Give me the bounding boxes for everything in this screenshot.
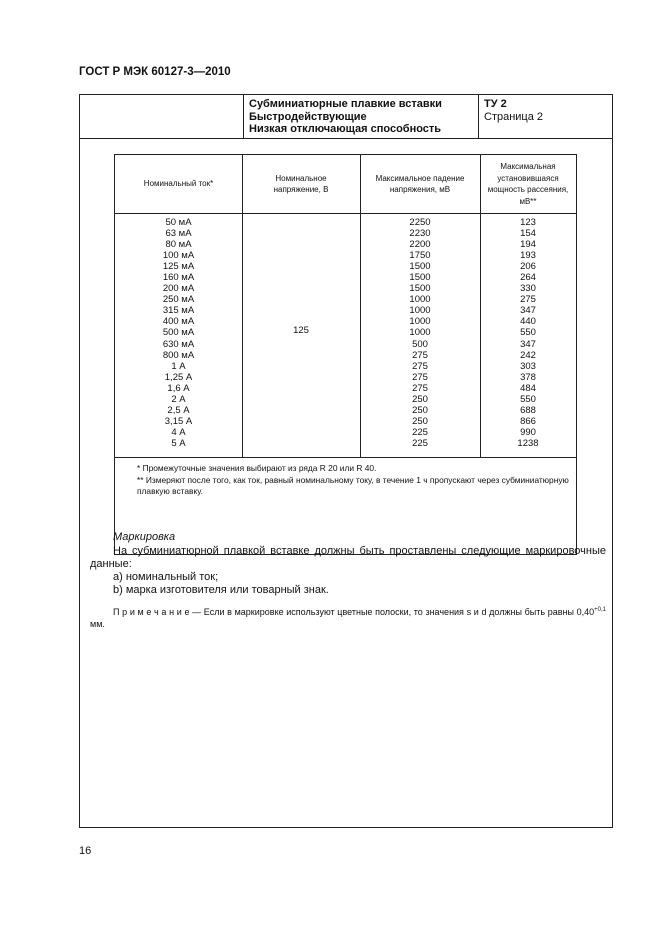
- marking-item: b) марка изготовителя или товарный знак.: [113, 584, 329, 596]
- table-cell-drop: 1500: [409, 272, 431, 284]
- table-header: [115, 155, 576, 214]
- table-cell-power: 550: [520, 327, 536, 339]
- marking-heading: Маркировка: [113, 531, 176, 543]
- table-cell-drop: 250: [412, 404, 428, 416]
- voltage-value: 125: [293, 325, 309, 336]
- table-cell-power: 264: [520, 272, 536, 284]
- note-tolerance: +0,1: [594, 607, 606, 613]
- table-cell-power: 866: [520, 415, 536, 427]
- table-cell-current: 800 мА: [162, 349, 195, 361]
- table-cell-current: 200 мА: [162, 283, 195, 295]
- table-cell-drop: 225: [412, 437, 428, 449]
- note-unit: мм.: [90, 619, 105, 629]
- title-line: Быстродействующие: [249, 110, 367, 123]
- table-cell-drop: 1500: [409, 283, 431, 295]
- table-cell-power: 194: [520, 239, 536, 251]
- table-cell-drop: 275: [412, 349, 428, 361]
- column-header-power: Максимальная установившаяся мощность рассеяния, мВ**: [487, 162, 569, 206]
- table-cell-current: 125 мА: [162, 261, 195, 273]
- column-header-voltage: Номинальное напряжение, В: [273, 173, 329, 194]
- table-cell-power: 440: [520, 316, 536, 328]
- table-cell-drop: 275: [412, 360, 428, 372]
- table-cell-current: 1,25 А: [164, 371, 193, 383]
- table-note: * Промежуточные значения выбирают из ряда R 20 или R 40.: [137, 463, 377, 473]
- table-cell-drop: 2230: [409, 228, 431, 240]
- drop-column: [360, 217, 480, 449]
- table-cell-power: 378: [520, 371, 536, 383]
- table-cell-power: 347: [520, 305, 536, 317]
- table-cell-drop: 275: [412, 371, 428, 383]
- table-cell-power: 688: [520, 404, 536, 416]
- table-cell-current: 400 мА: [162, 316, 195, 328]
- table-cell-drop: 1000: [409, 327, 431, 339]
- table-cell-power: 484: [520, 382, 536, 394]
- table-cell-power: 303: [520, 360, 536, 372]
- table-cell-drop: 1000: [409, 294, 431, 306]
- power-column: [480, 217, 576, 449]
- note-text: П р и м е ч а н и е — Если в маркировке используют цветные полоски, то значения s и d должны быть равны 0,40: [113, 607, 595, 617]
- table-cell-current: 160 мА: [162, 272, 195, 284]
- table-cell-power: 206: [520, 261, 536, 273]
- sheet-info: [484, 98, 543, 123]
- table-cell-drop: 275: [412, 382, 428, 394]
- document-code: ГОСТ Р МЭК 60127-3—2010: [79, 66, 231, 78]
- table-cell-drop: 250: [412, 393, 428, 405]
- table-cell-current: 1,6 А: [167, 382, 190, 394]
- marking-note: [90, 604, 606, 630]
- table-cell-current: 63 мА: [165, 228, 192, 240]
- divider: [115, 457, 576, 458]
- table-cell-power: 330: [520, 283, 536, 295]
- table-cell-current: 2 А: [171, 393, 186, 405]
- table-cell-current: 315 мА: [162, 305, 195, 317]
- page-frame: [79, 94, 613, 828]
- table-cell-drop: 1000: [409, 316, 431, 328]
- table-cell-power: 1238: [517, 437, 539, 449]
- table-cell-power: 193: [520, 250, 536, 262]
- table-cell-power: 123: [520, 217, 536, 228]
- table-cell-power: 347: [520, 338, 536, 350]
- marking-item: a) номинальный ток;: [113, 571, 219, 583]
- marking-text: На субминиатюрной плавкой вставке должны быть проставлены следующие маркировочные данные:: [90, 545, 606, 571]
- table-cell-drop: 500: [412, 338, 428, 350]
- table-note: ** Измеряют после того, как ток, равный номинальному току, в течение 1 ч пропускают через субминиатюрную плавкую вставку.: [137, 474, 569, 496]
- table-cell-current: 100 мА: [162, 250, 195, 262]
- sheet-code: ТУ 2: [484, 98, 507, 110]
- divider: [243, 95, 244, 138]
- table-cell-current: 5 А: [171, 437, 186, 449]
- table-cell-power: 275: [520, 294, 536, 306]
- table-cell-drop: 2250: [409, 217, 431, 228]
- table-cell-power: 550: [520, 393, 536, 405]
- table-cell-current: 250 мА: [162, 294, 195, 306]
- table-cell-power: 242: [520, 349, 536, 361]
- table-cell-current: 1 А: [171, 360, 186, 372]
- table-cell-drop: 2200: [409, 239, 431, 251]
- table-cell-drop: 225: [412, 426, 428, 438]
- current-column: [115, 217, 242, 449]
- table-cell-power: 990: [520, 426, 536, 438]
- table-cell-current: 630 мА: [162, 338, 195, 350]
- table-cell-current: 2,5 А: [167, 404, 190, 416]
- page-number: 16: [79, 845, 92, 857]
- ratings-table: [114, 154, 577, 555]
- table-cell-current: 80 мА: [165, 239, 192, 251]
- table-cell-current: 3,15 А: [164, 415, 193, 427]
- divider: [478, 95, 479, 138]
- table-cell-current: 4 А: [171, 426, 186, 438]
- table-cell-current: 50 мА: [165, 217, 192, 228]
- title-line: Низкая отключающая способность: [249, 123, 442, 135]
- table-cell-current: 500 мА: [162, 327, 195, 339]
- title-block: [80, 95, 612, 139]
- sheet-page: Страница 2: [484, 110, 544, 123]
- table-cell-drop: 250: [412, 415, 428, 427]
- spec-title: [249, 98, 442, 136]
- table-cell-drop: 1000: [409, 305, 431, 317]
- column-header-current: Номинальный ток*: [143, 179, 214, 189]
- column-divider: [242, 155, 243, 457]
- table-cell-drop: 1750: [409, 250, 431, 262]
- column-header-drop: Максимальное падение напряжения, мВ: [375, 173, 465, 194]
- table-notes: [119, 463, 571, 498]
- table-cell-power: 154: [520, 228, 536, 240]
- table-cell-drop: 1500: [409, 261, 431, 273]
- title-line: Субминиатюрные плавкие вставки: [249, 98, 442, 110]
